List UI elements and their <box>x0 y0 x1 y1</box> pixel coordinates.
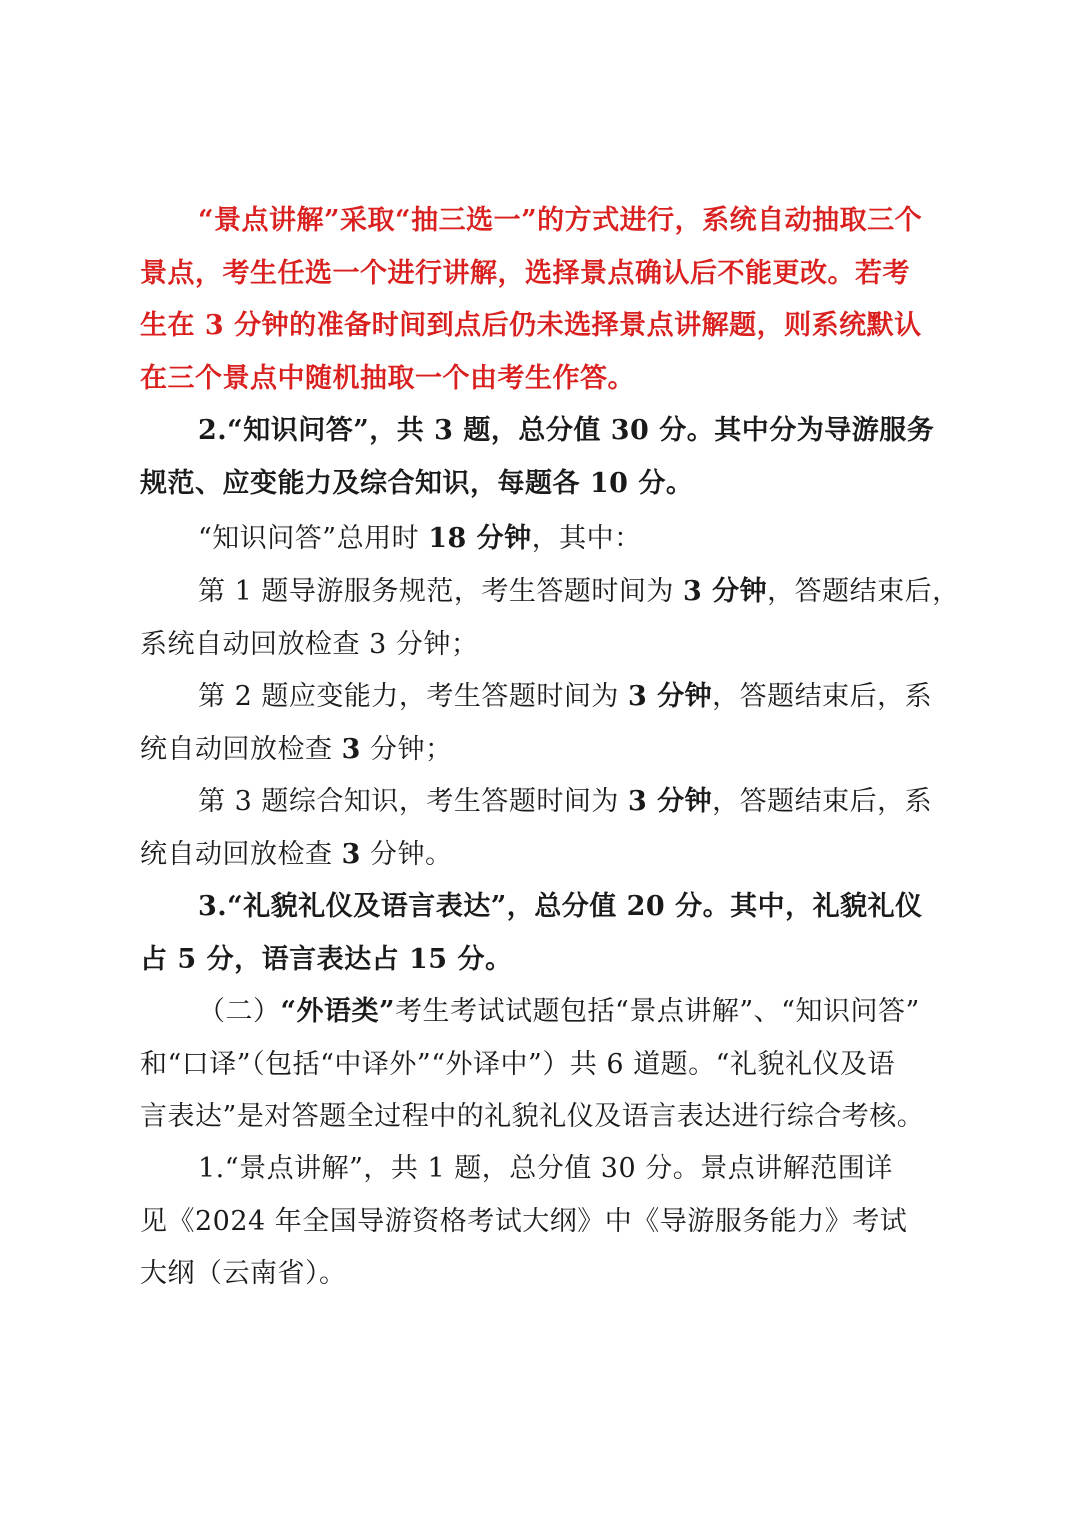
section-3-line-1: 3.“礼貌礼仪及语言表达”，总分值 20 分。其中，礼貌礼仪 <box>198 891 923 922</box>
question-2-line-2 <box>140 724 940 777</box>
foreign-item-1-line-2: 见《2024 年全国导游资格考试大纲》中《导游服务能力》考试 <box>140 1205 908 1237</box>
section-2-knowledge-qa <box>140 405 940 510</box>
q1-suffix: ，答题结束后， <box>767 576 960 607</box>
q3-review-suffix: 分钟。 <box>360 838 453 870</box>
q3-duration: 3 分钟 <box>627 786 713 817</box>
section-2-line-2: 规范、应变能力及综合知识，每题各 10 分。 <box>140 467 694 499</box>
red-notice-paragraph <box>140 195 940 405</box>
foreign-section-number: （二） <box>198 996 281 1027</box>
red-notice-line-3: 生在 3 分钟的准备时间到点后仍未选择景点讲解题，则系统默认 <box>140 310 922 341</box>
foreign-section-text: 考生考试试题包括“景点讲解”、“知识问答” <box>395 996 920 1027</box>
q2-suffix: ，答题结束后，系 <box>712 681 933 712</box>
time-intro-suffix: ，其中： <box>531 523 642 554</box>
section-2-line-1: 2.“知识问答”，共 3 题，总分值 30 分。其中分为导游服务 <box>198 415 935 446</box>
foreign-item-1-paragraph <box>140 1143 940 1301</box>
q3-review-text: 统自动回放检查 <box>140 838 342 870</box>
q3-text: 第 3 题综合知识，考生答题时间为 <box>198 786 628 817</box>
time-intro-paragraph <box>140 513 940 566</box>
foreign-section-line-2: 和“口译”（包括“中译外”“外译中”）共 6 道题。“礼貌礼仪及语 <box>140 1048 895 1080</box>
question-1-paragraph <box>140 566 960 671</box>
question-1-line-2: 系统自动回放检查 3 分钟； <box>140 628 479 660</box>
question-3-paragraph <box>140 776 940 881</box>
question-1-line-1 <box>140 566 960 619</box>
foreign-section-line-1 <box>140 986 940 1039</box>
section-3-line-2: 占 5 分，语言表达占 15 分。 <box>140 943 513 975</box>
red-notice-line-4: 在三个景点中随机抽取一个由考生作答。 <box>140 362 635 394</box>
q3-review-number: 3 <box>341 838 361 870</box>
question-3-line-2 <box>140 829 940 882</box>
foreign-item-1-line-3: 大纲（云南省）。 <box>140 1258 347 1289</box>
q2-review-suffix: 分钟； <box>360 733 453 765</box>
q1-duration: 3 分钟 <box>682 576 768 607</box>
red-notice-line-1: “景点讲解”采取“抽三选一”的方式进行，系统自动抽取三个 <box>198 205 923 236</box>
q2-text: 第 2 题应变能力，考生答题时间为 <box>198 681 628 712</box>
question-2-line-1 <box>140 671 940 724</box>
q2-duration: 3 分钟 <box>627 681 713 712</box>
q3-suffix: ，答题结束后，系 <box>712 786 933 817</box>
question-2-paragraph <box>140 671 940 776</box>
q2-review-number: 3 <box>341 733 361 765</box>
foreign-item-1-line-1: 1.“景点讲解”，共 1 题，总分值 30 分。景点讲解范围详 <box>198 1153 893 1184</box>
time-intro-line <box>140 513 940 566</box>
foreign-language-section <box>140 986 940 1144</box>
question-3-line-1 <box>140 776 940 829</box>
q2-review-text: 统自动回放检查 <box>140 733 342 765</box>
foreign-section-title: “外语类” <box>280 996 396 1027</box>
time-intro-duration: 18 分钟 <box>428 523 532 554</box>
red-notice-line-2: 景点，考生任选一个进行讲解，选择景点确认后不能更改。若考 <box>140 257 910 289</box>
q1-text: 第 1 题导游服务规范，考生答题时间为 <box>198 576 683 607</box>
section-3-etiquette <box>140 881 940 986</box>
time-intro-text: “知识问答”总用时 <box>198 523 429 554</box>
foreign-section-line-3: 言表达”是对答题全过程中的礼貌礼仪及语言表达进行综合考核。 <box>140 1101 925 1132</box>
